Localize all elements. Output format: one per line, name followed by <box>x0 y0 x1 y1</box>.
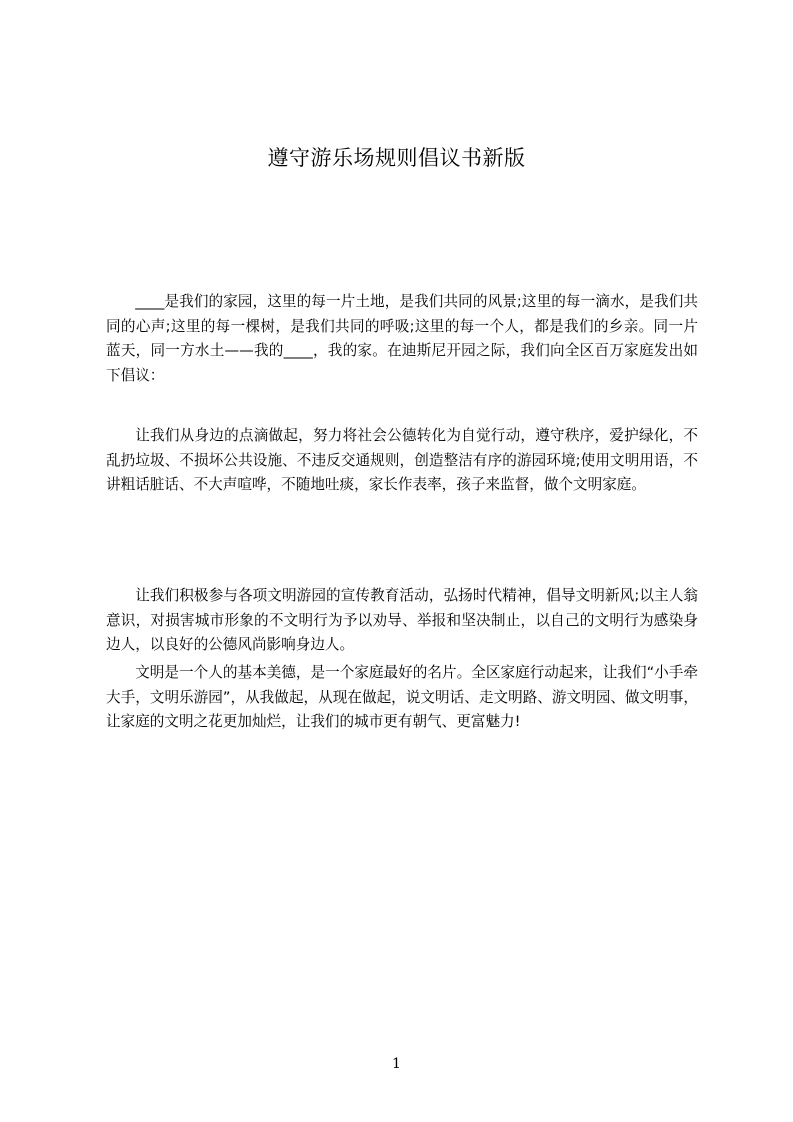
document-title: 遵守游乐场规则倡议书新版 <box>267 146 526 170</box>
paragraph-behavior: 让我们从身边的点滴做起，努力将社会公德转化为自觉行动，遵守秩序，爱护绿化，不乱扔垃圾、不损坏公共设施、不违反交通规则，创造整洁有序的游园环境;使用文明用语，不讲粗话脏话、不大声喧哗，不随地吐痰，家长作表率，孩子来监督，做个文明家庭。 <box>106 427 698 493</box>
paragraph-conclusion: 文明是一个人的基本美德，是一个家庭最好的名片。全区家庭行动起来，让我们“小手牵大手，文明乐游园”，从我做起，从现在做起，说文明话、走文明路、游文明园、做文明事，让家庭的文明之花更加灿烂，让我们的城市更有朝气、更富魅力! <box>106 664 698 730</box>
paragraph-participation: 让我们积极参与各项文明游园的宣传教育活动，弘扬时代精神，倡导文明新风;以主人翁意识，对损害城市形象的不文明行为予以劝导、举报和坚决制止，以自己的文明行为感染身边人，以良好的公德风尚影响身边人。 <box>106 587 698 653</box>
paragraph-intro: ____是我们的家园，这里的每一片土地，是我们共同的风景;这里的每一滴水，是我们共同的心声;这里的每一棵树，是我们共同的呼吸;这里的每一个人，都是我们的乡亲。同一片蓝天，同一方水土——我的____，我的家。在迪斯尼开园之际，我们向全区百万家庭发出如下倡议： <box>106 293 698 384</box>
page-number: 1 <box>392 1056 401 1072</box>
